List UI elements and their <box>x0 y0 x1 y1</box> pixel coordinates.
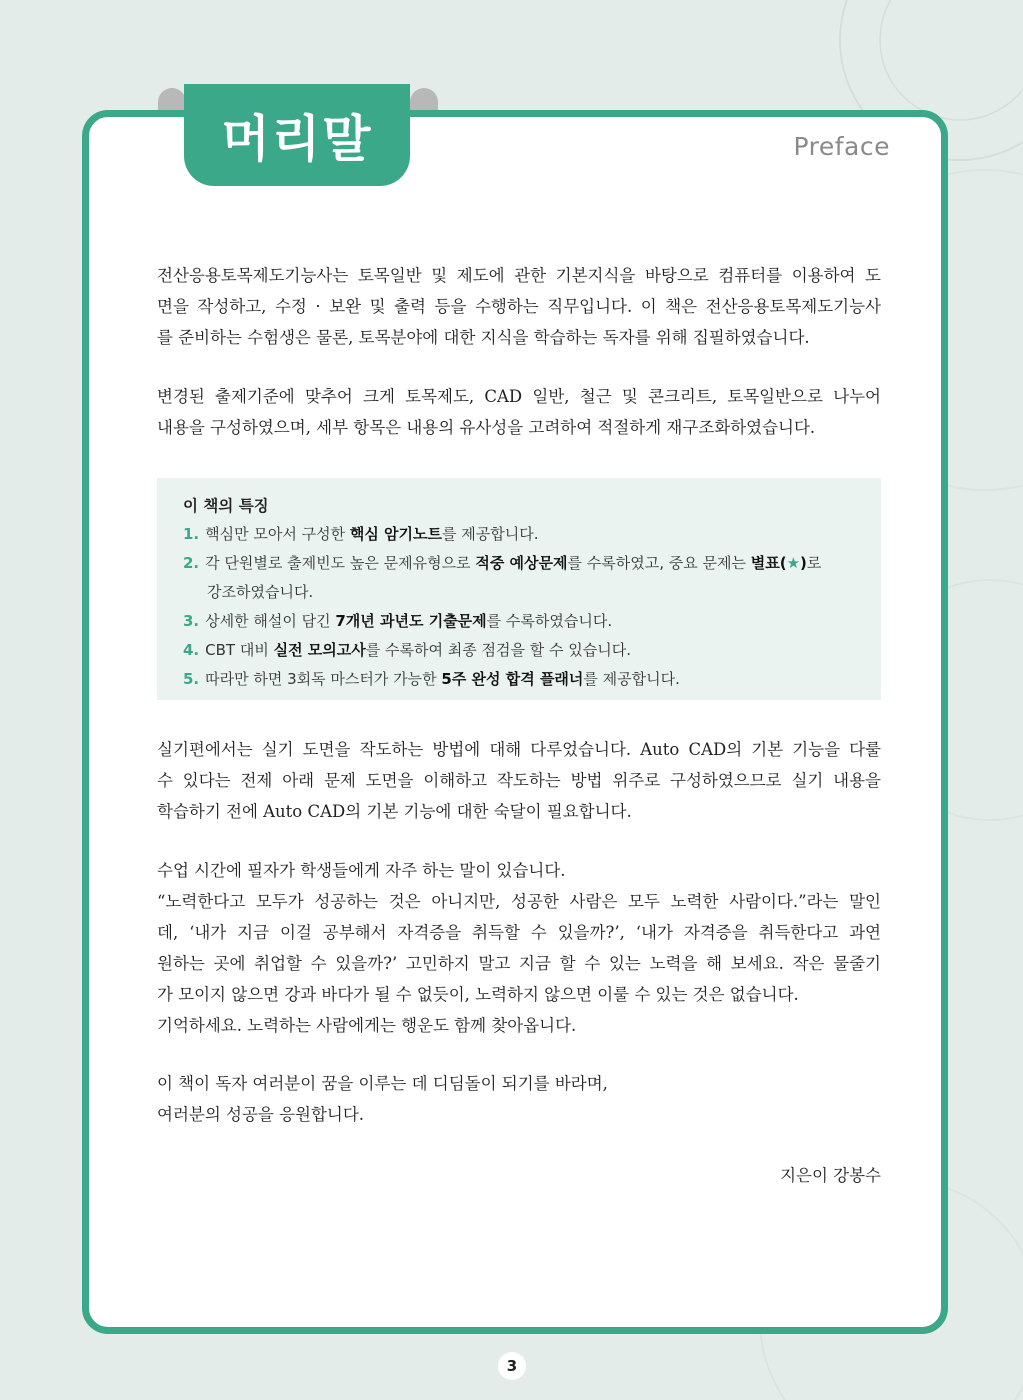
text-line: 학습하기 전에 Auto CAD의 기본 기능에 대한 숙달이 필요합니다. <box>157 802 632 821</box>
text-line: 변경된 출제기준에 맞추어 크게 토목제도, CAD 일반, 철근 및 콘크리트, 토목일반으로 나누어 <box>157 387 881 406</box>
paragraph-structure <box>157 381 881 443</box>
text-line: 수 있다는 전제 아래 문제 도면을 이해하고 작도하는 방법 위주로 구성하였으므로 실기 내용을 <box>157 771 881 790</box>
feature-item-continuation: 강조하였습니다. <box>207 583 314 601</box>
text-line: 원하는 곳에 취업할 수 있을까?’ 고민하지 말고 지금 할 수 있는 노력을 해 보세요. 작은 물줄기 <box>157 954 881 973</box>
page-number: 3 <box>498 1352 526 1380</box>
text-line: 를 준비하는 수험생은 물론, 토목분야에 대한 지식을 학습하는 독자를 위해 집필하였습니다. <box>157 328 810 347</box>
text-line: 기억하세요. 노력하는 사람에게는 행운도 함께 찾아옵니다. <box>157 1016 577 1035</box>
features-title: 이 책의 특징 <box>183 497 269 515</box>
text-line: 가 모이지 않으면 강과 바다가 될 수 없듯이, 노력하지 않으면 이룰 수 있는 것은 없습니다. <box>157 985 799 1004</box>
text-line: 면을 작성하고, 수정 · 보완 및 출력 등을 수행하는 직무입니다. 이 책은 전산응용토목제도기능사 <box>157 297 881 316</box>
paragraph-practical <box>157 734 881 827</box>
text-line: 수업 시간에 필자가 학생들에게 자주 하는 말이 있습니다. <box>157 861 566 880</box>
feature-item: 5. 따라만 하면 3회독 마스터가 가능한 5주 완성 합격 플래너를 제공합니다. <box>183 670 680 688</box>
page-title: 머리말 <box>221 110 373 168</box>
feature-item: 2. 각 단원별로 출제빈도 높은 문제유형으로 적중 예상문제를 수록하였고, 중요 문제는 별표(★)로 <box>183 554 822 572</box>
title-tab <box>184 84 410 186</box>
feature-item: 4. CBT 대비 실전 모의고사를 수록하여 최종 점검을 할 수 있습니다. <box>183 641 631 659</box>
text-line: 내용을 구성하였으며, 세부 항목은 내용의 유사성을 고려하여 적절하게 재구조화하였습니다. <box>157 418 816 437</box>
text-line: 전산응용토목제도기능사는 토목일반 및 제도에 관한 기본지식을 바탕으로 컴퓨터를 이용하여 도 <box>157 266 881 285</box>
star-icon: ★ <box>786 554 801 572</box>
text-line: 이 책이 독자 여러분이 꿈을 이루는 데 디딤돌이 되기를 바라며, <box>157 1074 608 1093</box>
author-signature: 지은이 강봉수 <box>780 1166 881 1185</box>
paragraph-intro <box>157 260 881 353</box>
feature-item: 3. 상세한 해설이 담긴 7개년 과년도 기출문제를 수록하였습니다. <box>183 612 613 630</box>
text-line: 데, ‘내가 지금 이걸 공부해서 자격증을 취득할 수 있을까?’, ‘내가 자격증을 취득한다고 과연 <box>157 923 881 942</box>
features-box <box>157 478 881 700</box>
feature-item: 1. 핵심만 모아서 구성한 핵심 암기노트를 제공합니다. <box>183 525 539 543</box>
paragraph-motivation <box>157 855 881 1041</box>
text-line: 여러분의 성공을 응원합니다. <box>157 1105 365 1124</box>
page-subtitle: Preface <box>793 132 890 161</box>
text-line: 실기편에서는 실기 도면을 작도하는 방법에 대해 다루었습니다. Auto CAD의 기본 기능을 다룰 <box>157 740 881 759</box>
text-line: “노력한다고 모두가 성공하는 것은 아니지만, 성공한 사람은 모두 노력한 사람이다.”라는 말인 <box>157 892 881 911</box>
paragraph-closing <box>157 1068 881 1130</box>
